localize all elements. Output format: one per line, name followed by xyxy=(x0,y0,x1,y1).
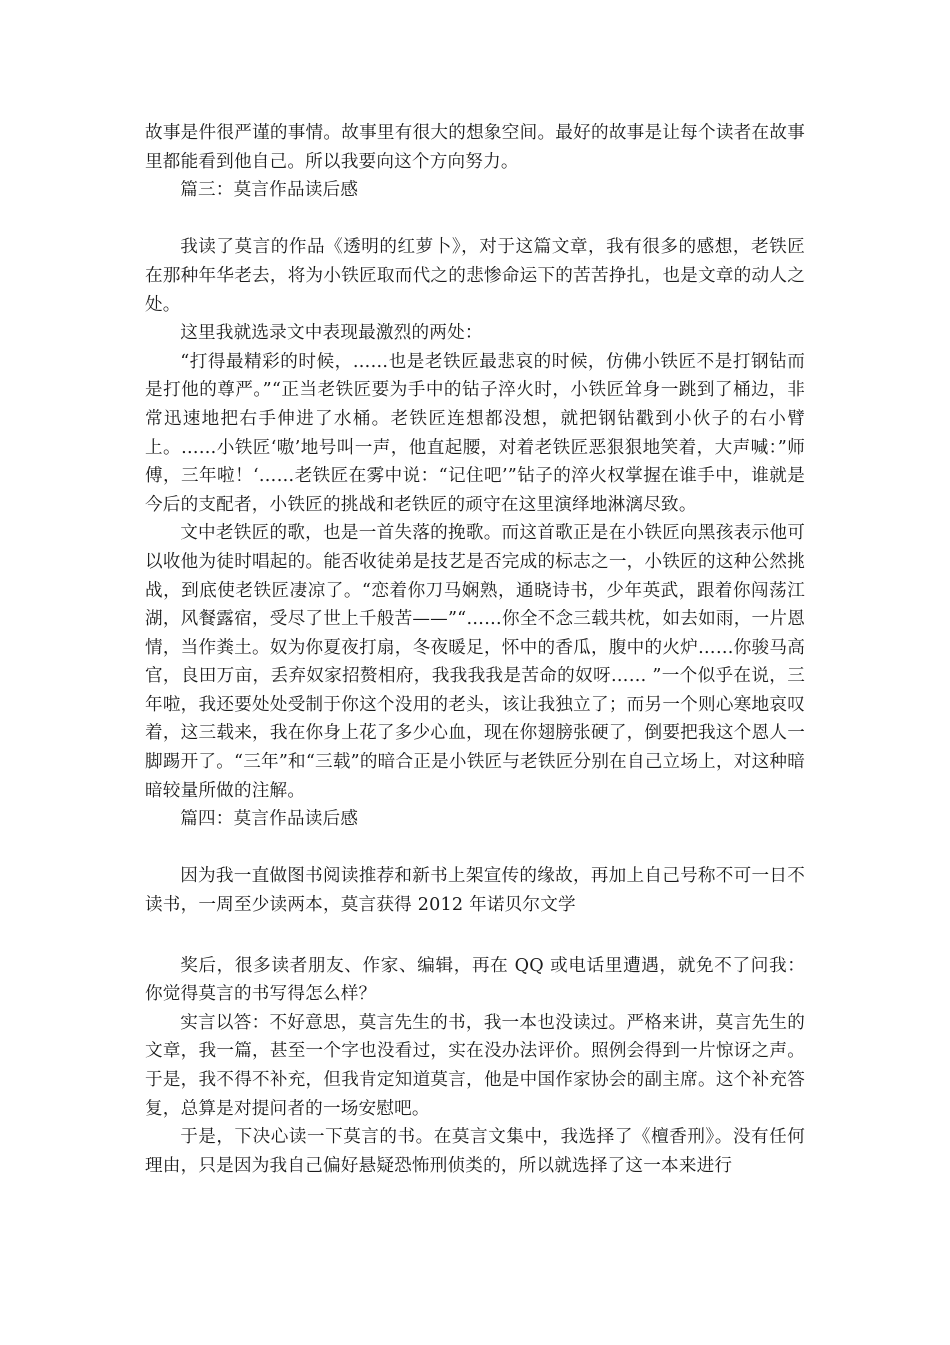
paragraph-readers-ask: 奖后，很多读者朋友、作家、编辑，再在 QQ 或电话里遭遇，就免不了问我：你觉得莫言的书写得怎么样？ xyxy=(145,955,805,1005)
paragraph-book-promotion: 因为我一直做图书阅读推荐和新书上架宣传的缘故，再加上自己号称不可一日不读书，一周至少读两本，莫言获得 2012 年诺贝尔文学 xyxy=(145,866,805,916)
paragraph-honest-answer: 实言以答：不好意思，莫言先生的书，我一本也没读过。严格来讲，莫言先生的文章，我一篇，甚至一个字也没看过，实在没办法评价。照例会得到一片惊讶之声。于是，我不得不补充，但我肯定知道莫言，他是中国作家协会的副主席。这个补充答复，总算是对提问者的一场安慰吧。 xyxy=(145,1012,805,1119)
paragraph-story-rigor: 故事是件很严谨的事情。故事里有很大的想象空间。最好的故事是让每个读者在故事里都能看到他自己。所以我要向这个方向努力。 xyxy=(145,123,805,172)
paragraph-excerpt-intro: 这里我就选录文中表现最激烈的两处： xyxy=(180,323,483,344)
blank-line xyxy=(145,920,805,952)
section-heading-part4: 篇四：莫言作品读后感 xyxy=(180,809,359,830)
paragraph-excerpt-quote: “打得最精彩的时候，……也是老铁匠最悲哀的时候，仿佛小铁匠不是打钢钻而是打他的尊严。”“正当老铁匠要为手中的钻子淬火时，小铁匠耸身一跳到了桶边，非常迅速地把右手伸进了水桶。老铁匠连想都没想，就把钢钻戳到小伙子的右小臂上。……小铁匠‘嗷’地号叫一声，他直起腰，对着老铁匠恶狠狠地笑着，大声喊：”师傅，三年啦！‘……老铁匠在雾中说：“记住吧’”钻子的淬火权掌握在谁手中，谁就是今后的支配者，小铁匠的挑战和老铁匠的顽守在这里演绎地淋漓尽致。 xyxy=(145,351,805,515)
blank-line xyxy=(145,205,805,234)
paragraph-red-radish-intro: 我读了莫言的作品《透明的红萝卜》，对于这篇文章，我有很多的感想，老铁匠在那种年华老去，将为小铁匠取而代之的悲惨命运下的苦苦挣扎，也是文章的动人之处。 xyxy=(145,237,805,315)
paragraph-chose-sandalwood: 于是，下决心读一下莫言的书。在莫言文集中，我选择了《檀香刑》。没有任何理由，只是因为我自己偏好悬疑恐怖刑侦类的，所以就选择了这一本来进行 xyxy=(145,1127,805,1176)
paragraph-elegy-song: 文中老铁匠的歌，也是一首失落的挽歌。而这首歌正是在小铁匠向黑孩表示他可以收他为徒时唱起的。能否收徒弟是技艺是否完成的标志之一，小铁匠的这种公然挑战，到底使老铁匠凄凉了。“恋着你刀马娴熟，通晓诗书，少年英武，跟着你闯荡江湖，风餐露宿，受尽了世上千般苦——”“……你全不念三载共枕，如去如雨，一片恩情，当作粪土。奴为你夏夜打扇，冬夜暖足，怀中的香瓜，腹中的火炉……你骏马高官，良田万亩，丢弃奴家招赘相府，我我我我是苦命的奴呀…… ”一个似乎在说，三年啦，我还要处处受制于你这个没用的老头，该让我独立了；而另一个则心寒地哀叹着，这三载来，我在你身上花了多少心血，现在你翅膀张硬了，倒要把我这个恩人一脚踢开了。“三年”和“三载”的暗合正是小铁匠与老铁匠分别在自己立场上，对这种暗暗较量所做的注解。 xyxy=(145,523,805,801)
section-heading-part3: 篇三：莫言作品读后感 xyxy=(180,180,359,201)
blank-line xyxy=(145,834,805,863)
document-body xyxy=(145,119,805,1180)
